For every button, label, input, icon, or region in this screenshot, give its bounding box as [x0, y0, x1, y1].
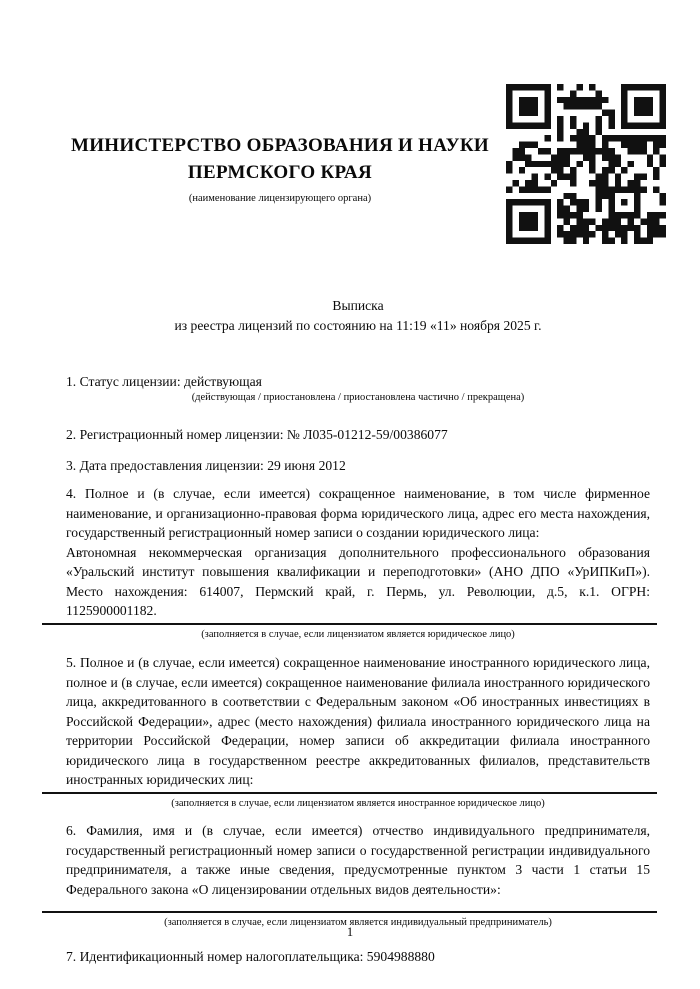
- page-number: 1: [346, 925, 354, 939]
- header: [0, 132, 560, 205]
- item-5-foreign-entity: 5. Полное и (в случае, если имеется) сокращенное наименование иностранного юридического лица, полное и (в случае, если имеется) сокращенное наименование филиала иностранного юридического лица, аккредитованного в соответствии с Федеральным законом «Об иностранных инвестициях в Российской Федерации», адрес (место нахождения) филиала иностранного юридического лица на территории Российской Федерации, номер записи об аккредитации филиала иностранного юридического лица в государственном реестре аккредитованных филиалов, представительств иностранных юридических лиц:: [66, 655, 650, 787]
- item-5-field-line: [42, 792, 657, 794]
- licensing-authority-name: [0, 132, 560, 186]
- item-1-license-status: 1. Статус лицензии: действующая: [66, 374, 262, 389]
- item-4-caption: (заполняется в случае, если лицензиатом является юридическое лицо): [201, 628, 515, 640]
- title-line-1: Выписка: [332, 298, 384, 313]
- ministry-name-line-1: МИНИСТЕРСТВО ОБРАЗОВАНИЯ И НАУКИ: [70, 135, 490, 156]
- item-5-caption: (заполняется в случае, если лицензиатом является иностранное юридическое лицо): [171, 797, 545, 809]
- item-3-license-grant-date: 3. Дата предоставления лицензии: 29 июня 2012: [66, 457, 346, 473]
- item-1-caption: (действующая / приостановлена / приостановлена частично / прекращена): [191, 391, 525, 403]
- header-field-caption: (наименование лицензирующего органа): [188, 193, 372, 204]
- document-body: [66, 296, 650, 966]
- item-6-individual-entrepreneur: 6. Фамилия, имя и (в случае, если имеется) отчество индивидуального предпринимателя, государственный регистрационный номер записи о государственной регистрации индивидуального предпринимателя, а также иные сведения, предусмотренные пунктом 3 части 1 статьи 15 Федерального закона «О лицензировании отдельных видов деятельности»:: [66, 823, 650, 897]
- item-7-taxpayer-id: 7. Идентификационный номер налогоплательщика: 5904988880: [66, 948, 435, 964]
- item-2-registration-number: 2. Регистрационный номер лицензии: № Л035-01212-59/00386077: [66, 427, 448, 442]
- item-4-answer: Автономная некоммерческая организация дополнительного профессионального образования «Уральский институт повышения квалификации и переподготовки» (АНО ДПО «УрИПКиП»). Место нахождения: 614007, Пермский край, г. Пермь, ул. Революции, д.5, к.1. ОГРН: 1125900001182.: [66, 544, 650, 618]
- document-title: [66, 296, 650, 335]
- item-6-field-line: [42, 911, 657, 913]
- item-4-field-line: [42, 623, 657, 625]
- ministry-name-line-2: ПЕРМСКОГО КРАЯ: [187, 162, 373, 183]
- item-4-question: 4. Полное и (в случае, если имеется) сокращенное наименование, в том числе фирменное наименование, и организационно-правовая форма юридического лица, адрес его места нахождения, государственный регистрационный номер записи о создании юридического лица:: [66, 486, 650, 540]
- title-line-2: из реестра лицензий по состоянию на 11:19 «11» ноября 2025 г.: [174, 317, 542, 333]
- item-6-caption: (заполняется в случае, если лицензиатом является индивидуальный предприниматель): [164, 917, 552, 928]
- item-4-legal-entity: [66, 484, 650, 621]
- qr-code-icon: [506, 84, 666, 244]
